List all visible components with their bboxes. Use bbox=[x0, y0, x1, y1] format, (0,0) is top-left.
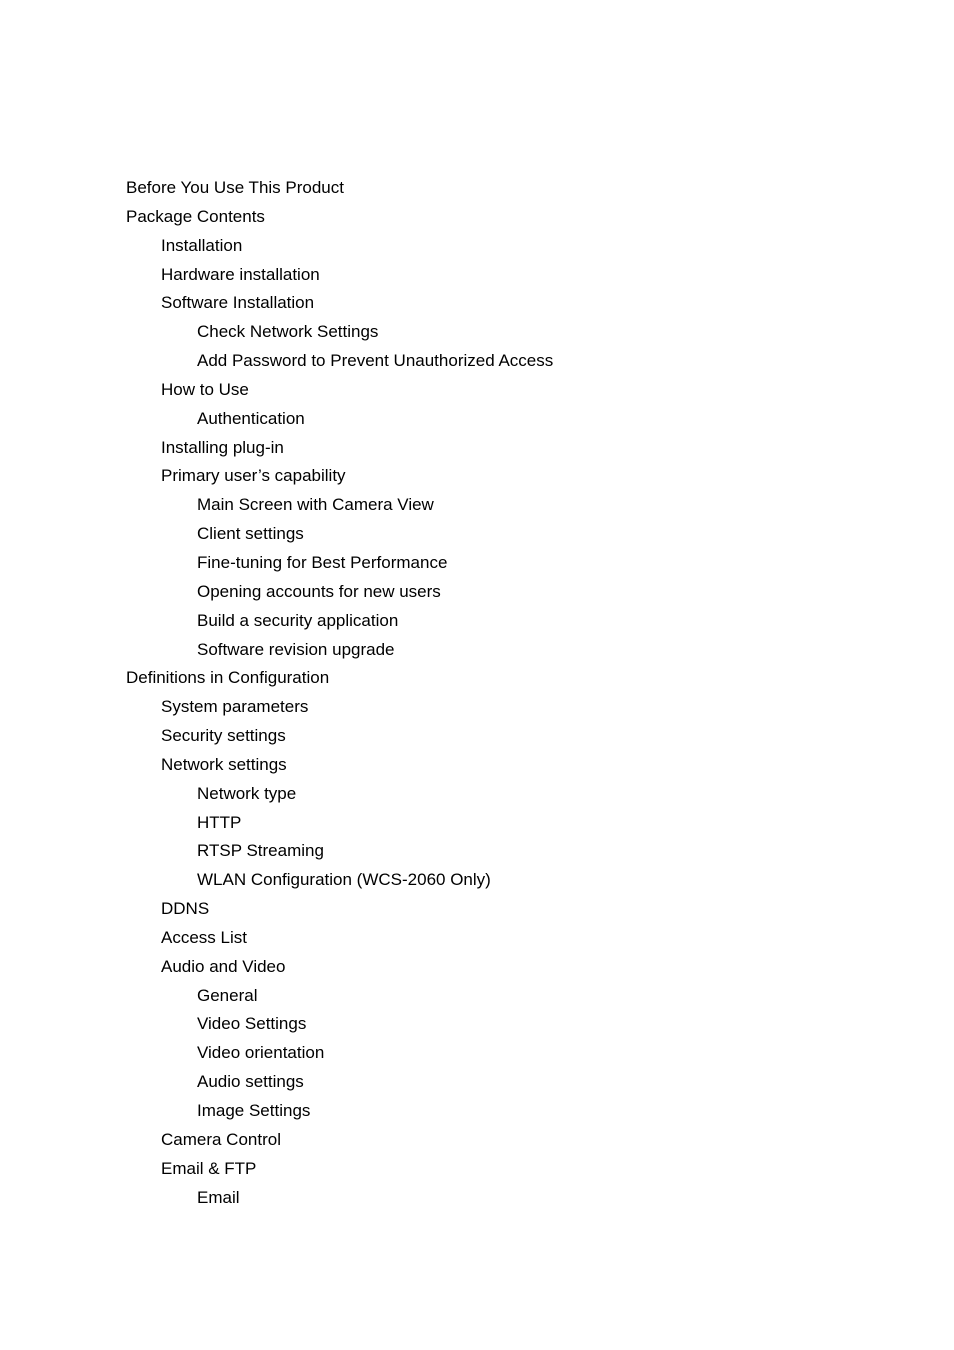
table-of-contents bbox=[126, 174, 906, 1212]
toc-entry[interactable]: Add Password to Prevent Unauthorized Access bbox=[197, 351, 554, 371]
toc-entry[interactable]: General bbox=[197, 985, 258, 1005]
toc-entry[interactable]: Camera Control bbox=[161, 1129, 281, 1149]
toc-entry[interactable]: Definitions in Configuration bbox=[126, 668, 330, 688]
toc-entry[interactable]: Authentication bbox=[197, 408, 305, 428]
toc-entry[interactable]: Installing plug-in bbox=[161, 437, 284, 457]
toc-entry[interactable]: Access List bbox=[161, 927, 247, 947]
toc-entry[interactable]: Audio settings bbox=[197, 1072, 304, 1092]
toc-entry[interactable]: Video Settings bbox=[197, 1014, 307, 1034]
toc-entry[interactable]: Image Settings bbox=[197, 1101, 311, 1120]
toc-entry[interactable]: Check Network Settings bbox=[197, 322, 379, 342]
toc-entry[interactable]: Software revision upgrade bbox=[197, 639, 395, 659]
toc-entry[interactable]: Fine-tuning for Best Performance bbox=[197, 552, 448, 572]
toc-entry[interactable]: Email & FTP bbox=[161, 1158, 257, 1178]
toc-entry[interactable]: Primary user’s capability bbox=[161, 466, 346, 486]
toc-entry[interactable]: RTSP Streaming bbox=[197, 841, 324, 861]
toc-entry[interactable]: Installation bbox=[161, 235, 243, 255]
toc-entry[interactable]: DDNS bbox=[161, 899, 210, 919]
toc-entry[interactable]: Network settings bbox=[161, 754, 287, 774]
toc-entry[interactable]: Hardware installation bbox=[161, 264, 320, 284]
toc-entry[interactable]: Audio and Video bbox=[161, 956, 286, 976]
toc-entry[interactable]: Build a security application bbox=[197, 610, 399, 630]
toc-entry[interactable]: Client settings bbox=[197, 524, 304, 544]
toc-entry[interactable]: Security settings bbox=[161, 726, 286, 746]
toc-entry[interactable]: Video orientation bbox=[197, 1043, 325, 1063]
toc-entry[interactable]: Software Installation bbox=[161, 293, 315, 313]
toc-entry[interactable]: Package Contents bbox=[126, 206, 265, 226]
toc-entry[interactable]: How to Use bbox=[161, 379, 249, 399]
toc-entry[interactable]: Email bbox=[197, 1187, 240, 1207]
toc-entry[interactable]: Main Screen with Camera View bbox=[197, 495, 434, 515]
toc-entry[interactable]: System parameters bbox=[161, 697, 309, 717]
toc-entry[interactable]: Opening accounts for new users bbox=[197, 581, 441, 601]
toc-entry[interactable]: Network type bbox=[197, 783, 297, 803]
toc-entry[interactable]: WLAN Configuration (WCS-2060 Only) bbox=[197, 870, 491, 890]
toc-entry[interactable]: HTTP bbox=[197, 812, 242, 832]
toc-entry[interactable]: Before You Use This Product bbox=[126, 178, 344, 197]
